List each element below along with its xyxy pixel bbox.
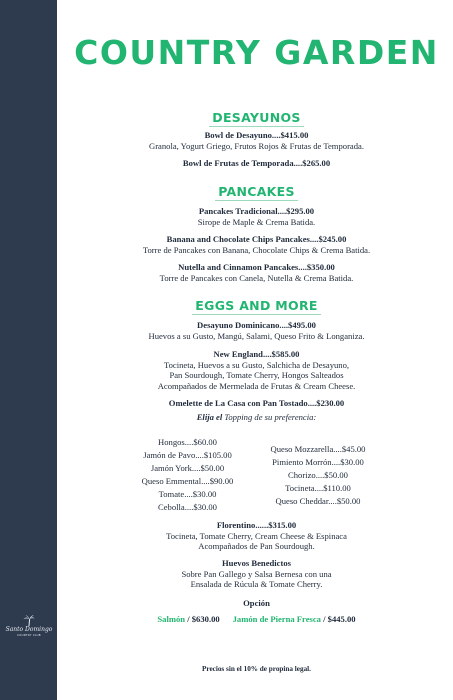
item-name: Bowl de Desayuno (204, 130, 272, 140)
option-heading: Opción (243, 598, 270, 608)
item-description: Granola, Yogurt Griego, Frutos Rojos & Frutas de Temporada. (148, 140, 365, 151)
logo-small-text: COUNTRY CLUB (17, 634, 41, 637)
topping-item: Jamón de Pavo....$105.00 (143, 450, 232, 460)
section-heading-eggs: EGGS AND MORE (60, 298, 453, 315)
menu-item-bowl-frutas (60, 158, 453, 169)
item-description-line: Pan Sourdough, Tomate Cherry, Hongos Salteados (169, 370, 344, 381)
menu-item-omelette (60, 398, 453, 409)
toppings-list-right (258, 443, 378, 508)
menu-item-pancakes-tradicional (60, 206, 453, 227)
menu-item-huevos-benedictos (60, 558, 453, 590)
item-price: ....$295.00 (277, 206, 315, 216)
item-name: Florentino (216, 520, 256, 530)
topping-item: Chorizo....$50.00 (288, 470, 348, 480)
item-price: ....$245.00 (309, 234, 347, 244)
logo-script-text: Santo Domingo (5, 626, 53, 633)
topping-item: Queso Mozzarella....$45.00 (270, 444, 366, 454)
toppings-list-left (130, 436, 245, 514)
menu-item-bowl-desayuno (60, 130, 453, 151)
item-price: ....$415.00 (271, 130, 309, 140)
item-description-line: Tocineta, Huevos a su Gusto, Salchicha de Desayuno, (163, 359, 350, 370)
topping-item: Queso Cheddar....$50.00 (275, 496, 361, 506)
topping-item: Tomate....$30.00 (158, 489, 217, 499)
item-description-line: Ensalada de Rúcula & Tomate Cherry. (190, 579, 323, 590)
item-description-line: Sobre Pan Gallego y Salsa Bernesa con una (181, 568, 332, 579)
item-description-line: Tocineta, Tomate Cherry, Cream Cheese & Espinaca (166, 530, 347, 541)
item-description: Torre de Pancakes con Banana, Chocolate Chips & Crema Batida. (142, 244, 371, 255)
topping-item: Tocineta....$110.00 (285, 483, 351, 493)
item-price: ....$495.00 (279, 320, 316, 330)
item-description-line: Acompañados de Pan Sourdough. (198, 541, 315, 552)
menu-content (60, 0, 453, 700)
item-name: Desayuno Dominicano (197, 320, 280, 330)
menu-item-desayuno-dominicano (60, 320, 453, 341)
topping-item: Jamón York....$50.00 (150, 463, 225, 473)
item-name: Huevos Benedictos (222, 558, 291, 568)
topping-item: Queso Emmental....$90.00 (141, 476, 234, 486)
page-title: COUNTRY GARDEN (74, 33, 439, 72)
item-price: ....$585.00 (262, 349, 300, 359)
item-name: Bowl de Frutas de Temporada (182, 158, 294, 168)
item-name: Nutella and Cinnamon Pancakes (178, 262, 299, 272)
topping-instruction: Elija el Topping de su preferencia: (196, 412, 317, 422)
item-description: Huevos a su Gusto, Mangú, Salami, Queso Frito & Longaniza. (148, 330, 365, 341)
option-row (60, 614, 453, 624)
item-description-line: Acompañados de Mermelada de Frutas & Cream Cheese. (157, 380, 356, 391)
option-salmon-name: Salmón (157, 614, 186, 624)
section-heading-pancakes: PANCAKES (60, 184, 453, 201)
topping-item: Cebolla....$30.00 (158, 502, 217, 512)
item-price: ......$315.00 (255, 520, 297, 530)
item-name: Pancakes Tradicional (198, 206, 278, 216)
section-heading-desayunos: DESAYUNOS (60, 110, 453, 127)
item-price: ....$230.00 (307, 398, 345, 408)
topping-item: Pimiento Morrón....$30.00 (272, 457, 364, 467)
item-name: Banana and Chocolate Chips Pancakes (166, 234, 310, 244)
item-price: ....$350.00 (298, 262, 335, 272)
menu-item-florentino (60, 520, 453, 552)
footer-note: Precios sin el 10% de propina legal. (202, 665, 311, 673)
option-jamon-price: / $445.00 (320, 614, 356, 624)
option-salmon-price: / $630.00 (185, 614, 220, 624)
club-logo (3, 614, 55, 637)
sidebar-band (0, 0, 57, 700)
topping-item: Hongos....$60.00 (158, 437, 217, 447)
item-name: New England (213, 349, 263, 359)
palm-tree-icon (22, 614, 36, 626)
item-price: ....$265.00 (293, 158, 331, 168)
item-name: Omelette de La Casa con Pan Tostado (168, 398, 308, 408)
menu-item-banana-pancakes (60, 234, 453, 255)
menu-item-new-england (60, 349, 453, 391)
menu-item-nutella-pancakes (60, 262, 453, 283)
option-jamon-name: Jamón de Pierna Fresca (232, 614, 321, 624)
item-description: Torre de Pancakes con Canela, Nutella & Crema Batida. (159, 272, 354, 283)
item-description: Sirope de Maple & Crema Batida. (197, 216, 316, 227)
